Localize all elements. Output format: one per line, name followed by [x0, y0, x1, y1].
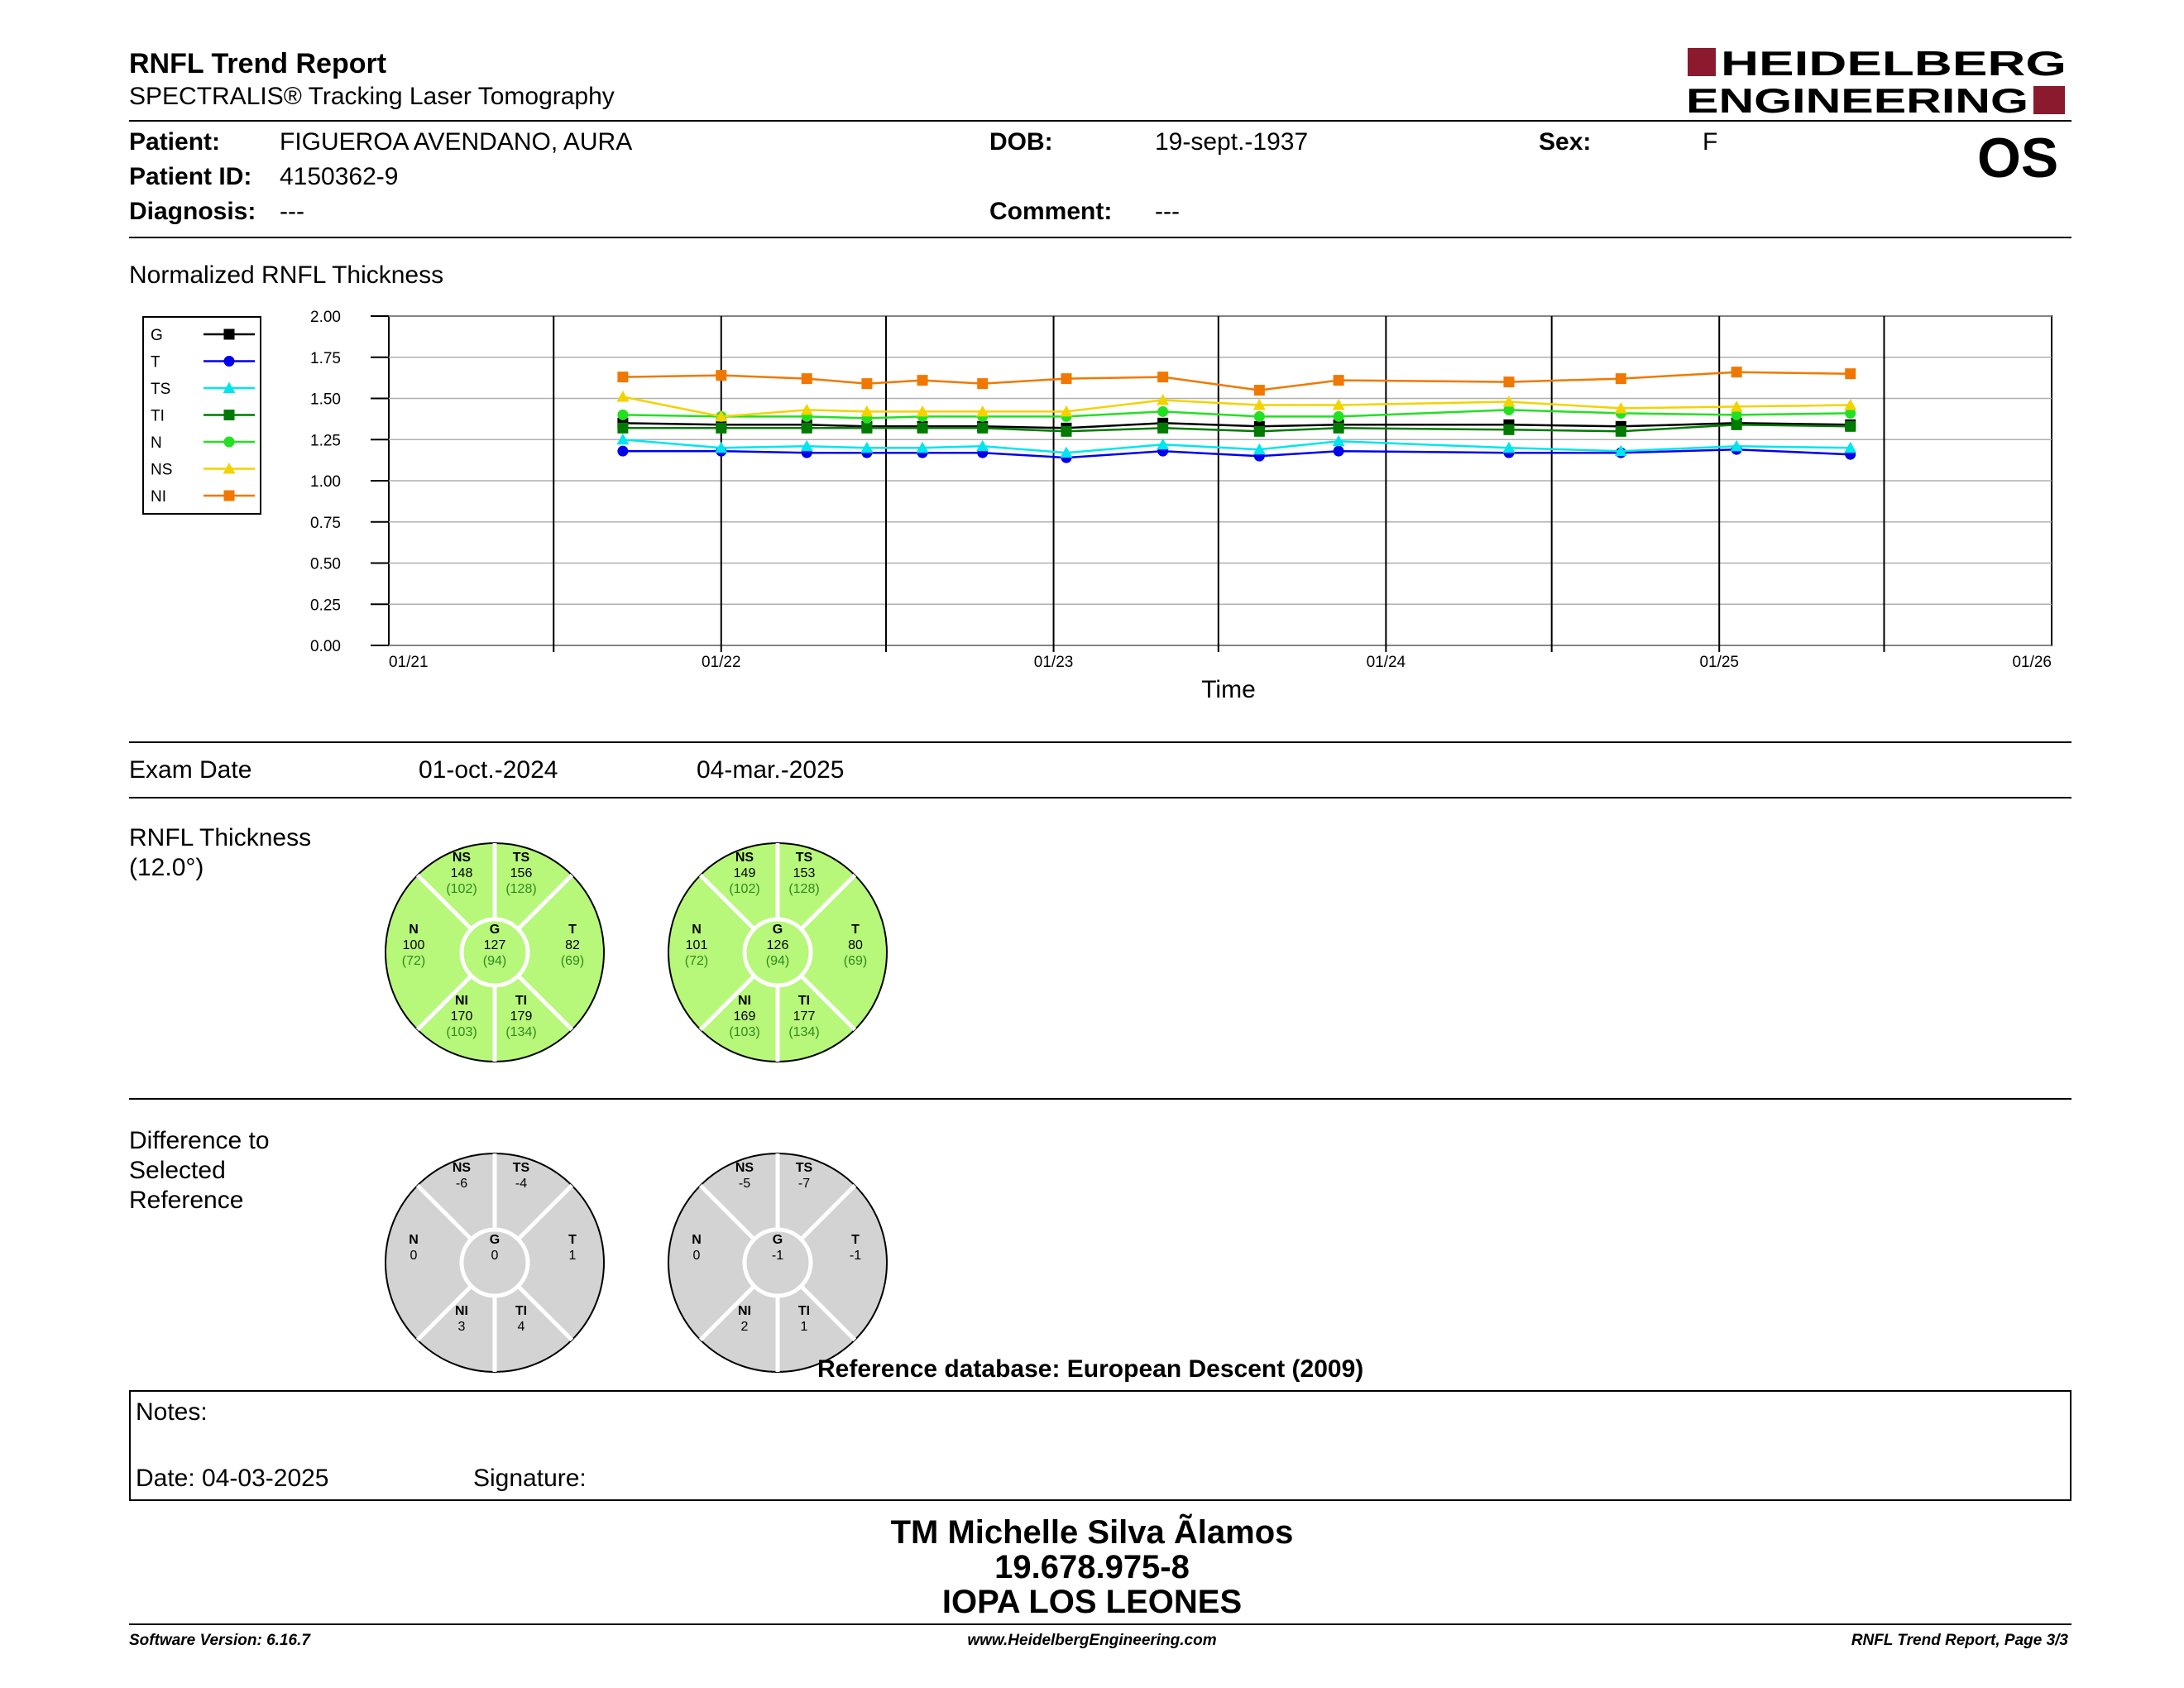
legend-label-ns: NS	[151, 461, 173, 479]
sector-value: -1	[849, 1249, 862, 1263]
data-point-ni	[802, 373, 812, 384]
notes-date: Date: 04-03-2025	[136, 1465, 329, 1492]
sector-value: -1	[771, 1249, 784, 1263]
sector-label: N	[409, 923, 419, 937]
difference-label-1: Difference to	[129, 1127, 270, 1154]
data-point-ni	[917, 375, 928, 386]
thickness-circle-exam-2	[663, 838, 892, 1067]
data-point-ni	[1254, 385, 1265, 396]
sector-label: G	[772, 1233, 783, 1247]
sector-value: 2	[740, 1320, 749, 1334]
sector-label: TS	[795, 851, 813, 865]
sector-value: 3	[457, 1320, 466, 1334]
y-tick-label: 1.50	[310, 391, 341, 409]
legend-marker-t	[224, 356, 235, 367]
sector-value: -7	[797, 1177, 811, 1191]
data-point-n	[1157, 406, 1168, 417]
sector-value: 1	[568, 1249, 577, 1263]
data-point-ni	[1845, 368, 1856, 379]
dob-value: 19-sept.-1937	[1155, 128, 1309, 156]
sector-value: 179	[510, 1009, 533, 1024]
data-point-ni	[716, 370, 726, 381]
chart-legend	[142, 316, 261, 515]
data-point-ti	[917, 423, 928, 434]
legend-label-ts: TS	[151, 381, 171, 398]
sector-value: 1	[800, 1320, 808, 1334]
legend-marker-n	[224, 437, 235, 448]
sector-reference: (94)	[482, 954, 507, 968]
data-point-ti	[1503, 424, 1514, 435]
data-point-ti	[1157, 423, 1168, 434]
sector-value: 80	[848, 938, 863, 952]
y-tick-label: 2.00	[310, 309, 341, 326]
exam-date-2: 04-mar.-2025	[697, 756, 845, 784]
x-axis-label: Time	[1201, 676, 1256, 703]
data-point-ni	[1061, 373, 1071, 384]
data-point-ni	[1157, 372, 1168, 382]
sector-reference: (69)	[843, 954, 868, 968]
x-tick-label: 01/23	[1033, 654, 1074, 671]
sector-reference: (69)	[560, 954, 585, 968]
patient-name: FIGUEROA AVENDANO, AURA	[280, 128, 633, 156]
sector-label: TI	[515, 1304, 528, 1318]
chart-title: Normalized RNFL Thickness	[129, 261, 444, 289]
sector-reference: (102)	[729, 882, 760, 896]
legend-svg	[144, 318, 260, 513]
diagnosis-value: ---	[280, 198, 304, 225]
sector-label: N	[409, 1233, 419, 1247]
sex-label: Sex:	[1539, 128, 1592, 156]
sector-label: T	[568, 923, 577, 937]
sector-reference: (103)	[729, 1025, 760, 1039]
x-tick-label: 01/25	[1699, 654, 1739, 671]
comment-value: ---	[1155, 198, 1180, 225]
sector-reference: (128)	[505, 882, 537, 896]
data-point-ni	[861, 378, 872, 389]
thickness-divider	[129, 1098, 2071, 1100]
sector-value: 101	[685, 938, 708, 952]
sector-value: -6	[455, 1177, 468, 1191]
notes-box	[129, 1390, 2071, 1501]
x-tick-label: 01/26	[2012, 654, 2052, 671]
logo-square-left	[1688, 48, 1716, 76]
page-number: RNFL Trend Report, Page 3/3	[1851, 1632, 2068, 1649]
data-point-ni	[1503, 376, 1514, 387]
data-point-ni	[1616, 373, 1626, 384]
chart-divider	[129, 741, 2071, 743]
signer-institution: IOPA LOS LEONES	[941, 1584, 1243, 1620]
legend-marker-g	[224, 329, 235, 340]
comment-label: Comment:	[989, 198, 1113, 225]
sector-value: 169	[733, 1009, 756, 1024]
y-tick-label: 0.25	[310, 597, 341, 615]
sector-value: 82	[565, 938, 580, 952]
signer-id: 19.678.975-8	[994, 1549, 1190, 1585]
difference-circle-exam-1	[381, 1149, 609, 1377]
sector-value: 127	[483, 938, 506, 952]
sector-value: 0	[491, 1249, 499, 1263]
diagnosis-label: Diagnosis:	[129, 198, 256, 225]
sector-label: TI	[797, 1304, 811, 1318]
thickness-angle: (12.0°)	[129, 854, 204, 881]
data-point-ti	[1616, 426, 1626, 437]
data-point-ni	[617, 372, 628, 382]
sector-reference: (94)	[765, 954, 790, 968]
sector-reference: (128)	[788, 882, 820, 896]
sector-label: G	[489, 1233, 500, 1247]
thickness-label: RNFL Thickness	[129, 824, 312, 851]
data-point-ti	[802, 423, 812, 434]
data-point-ti	[1334, 423, 1344, 434]
sector-label: G	[772, 923, 783, 937]
sector-reference: (134)	[788, 1025, 820, 1039]
sector-value: 149	[733, 866, 756, 880]
patient-id-label: Patient ID:	[129, 163, 252, 190]
sector-label: N	[692, 1233, 702, 1247]
difference-label-3: Reference	[129, 1187, 244, 1214]
legend-label-ni: NI	[151, 488, 166, 506]
sector-label: N	[692, 923, 702, 937]
x-tick-label: 01/21	[389, 654, 429, 671]
sector-value: 126	[766, 938, 789, 952]
difference-circle-exam-2	[663, 1149, 892, 1377]
legend-label-n: N	[151, 434, 162, 452]
sector-label: NI	[738, 1304, 751, 1318]
data-point-n	[1334, 411, 1344, 422]
y-tick-label: 1.25	[310, 432, 341, 450]
sector-value: 170	[450, 1009, 473, 1024]
data-point-ni	[977, 378, 988, 389]
legend-label-t: T	[151, 353, 160, 372]
legend-marker-ni	[224, 491, 235, 501]
data-point-ti	[1061, 426, 1071, 437]
sector-label: TS	[512, 851, 530, 865]
data-point-ti	[977, 423, 988, 434]
website-link[interactable]: www.HeidelbergEngineering.com	[967, 1632, 1217, 1649]
sector-value: 0	[410, 1249, 418, 1263]
sector-label: T	[851, 923, 860, 937]
sector-value: 156	[510, 866, 533, 880]
logo-square-right	[2033, 86, 2065, 114]
sector-label: G	[489, 923, 500, 937]
sector-value: 148	[450, 866, 473, 880]
report-title: RNFL Trend Report	[129, 48, 387, 79]
sector-label: NI	[455, 1304, 468, 1318]
sector-value: 4	[517, 1320, 525, 1334]
sector-label: TI	[797, 994, 811, 1008]
logo-text-2: ENGINEERING	[1686, 81, 2028, 119]
data-point-ni	[1731, 367, 1742, 377]
header-divider	[129, 120, 2071, 122]
sector-value: 100	[402, 938, 425, 952]
logo-text-1: HEIDELBERG	[1721, 45, 2067, 83]
legend-label-ti: TI	[151, 407, 165, 425]
legend-label-g: G	[151, 327, 163, 344]
report-subtitle: SPECTRALIS® Tracking Laser Tomography	[129, 83, 615, 110]
sector-label: NI	[738, 994, 751, 1008]
data-point-t	[617, 446, 628, 457]
sector-label: NS	[735, 851, 754, 865]
patient-divider	[129, 237, 2071, 238]
sector-value: 0	[692, 1249, 701, 1263]
sector-label: NS	[452, 1161, 472, 1175]
sector-label: NS	[452, 851, 472, 865]
difference-label-2: Selected	[129, 1157, 226, 1184]
legend-marker-ti	[224, 410, 235, 420]
sector-label: TS	[512, 1161, 530, 1175]
sex-value: F	[1703, 128, 1718, 156]
reference-database: Reference database: European Descent (2009)	[817, 1355, 1364, 1383]
data-point-t	[1334, 446, 1344, 457]
sector-reference: (103)	[446, 1025, 477, 1039]
sector-label: NI	[455, 994, 468, 1008]
sector-reference: (72)	[401, 954, 426, 968]
sector-label: NS	[735, 1161, 754, 1175]
data-point-ti	[861, 423, 872, 434]
y-tick-label: 0.50	[310, 555, 341, 573]
data-point-ti	[617, 423, 628, 434]
sector-reference: (102)	[446, 882, 477, 896]
data-point-ni	[1334, 375, 1344, 386]
sector-label: T	[851, 1233, 860, 1247]
sector-label: TS	[795, 1161, 813, 1175]
sector-label: T	[568, 1233, 577, 1247]
x-tick-label: 01/24	[1366, 654, 1406, 671]
x-tick-label: 01/22	[702, 654, 741, 671]
trend-chart	[281, 306, 2068, 712]
y-tick-label: 1.75	[310, 349, 341, 367]
signer-name: TM Michelle Silva Ãlamos	[890, 1514, 1294, 1551]
sector-label: TI	[515, 994, 528, 1008]
patient-label: Patient:	[129, 128, 221, 156]
patient-id-value: 4150362-9	[280, 163, 399, 190]
y-tick-label: 0.00	[310, 638, 341, 655]
footer-divider	[129, 1623, 2071, 1625]
sector-reference: (134)	[505, 1025, 537, 1039]
sector-reference: (72)	[684, 954, 709, 968]
data-point-ti	[1254, 426, 1265, 437]
notes-signature: Signature:	[473, 1465, 587, 1492]
exam-date-1: 01-oct.-2024	[419, 756, 558, 784]
data-point-ti	[1845, 421, 1856, 432]
sector-value: 177	[793, 1009, 816, 1024]
data-point-ti	[1731, 420, 1742, 430]
data-point-n	[1254, 411, 1265, 422]
thickness-circle-exam-1	[381, 838, 609, 1067]
exam-date-label: Exam Date	[129, 756, 252, 784]
data-point-n	[617, 410, 628, 420]
notes-label: Notes:	[136, 1398, 208, 1426]
data-point-ti	[716, 423, 726, 434]
y-tick-label: 1.00	[310, 473, 341, 491]
software-version: Software Version: 6.16.7	[129, 1632, 310, 1649]
y-tick-label: 0.75	[310, 514, 341, 532]
sector-value: -5	[738, 1177, 751, 1191]
heidelberg-logo	[1684, 45, 2071, 119]
sector-value: -4	[515, 1177, 528, 1191]
sector-value: 153	[793, 866, 816, 880]
eye-indicator: OS	[1977, 127, 2059, 189]
exam-divider	[129, 797, 2071, 798]
dob-label: DOB:	[989, 128, 1053, 156]
